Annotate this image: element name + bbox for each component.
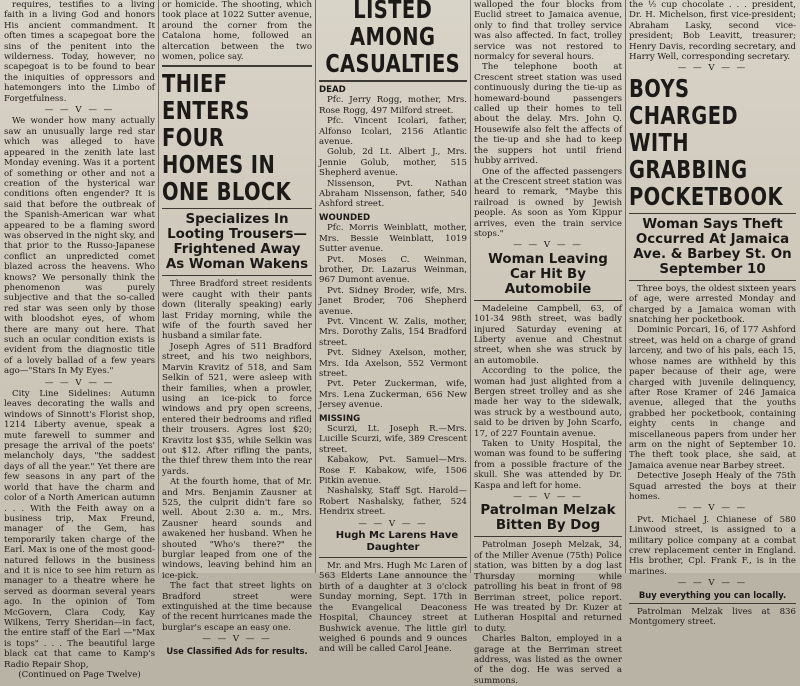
col1-red-star-article: We wonder how many actually saw an unusually large red star which was alleged to have appeared in the zenith late last Monday evening. Was it a portent of something or other and not a creation of the hysterical war conditions often engender? It is said that before the outbreak of the Spanish-American war what appeared to be a flaming sword was observed in the night sky, and that prior to the Russo-Japanese conflict an unpredicted comet blazed across the heavens. Who knows? We personally think the phenomenon was purely subjective and that the so-called red star was seen only by those with bloodshot eyes, of whom there are many out here. That such an ocular condition exists is evident from the diagnostic title of a lovely ballad of a few years ago—"Stars In My Eyes." [4, 116, 155, 377]
column-rule [625, 0, 626, 573]
divider [474, 536, 622, 537]
divider [162, 275, 312, 276]
col4-para-5: According to the police, the woman had just alighted from a Bergen street trolley and as she made her way to the sidewalk, was struck by a westbound auto, said to be driven by John Scarfo, 17, of 227 Fountain avenue. [474, 366, 622, 439]
col5-para-3: Detective Joseph Healy of the 75th Squad arrested the boys at their homes. [629, 471, 796, 502]
divider [629, 603, 796, 604]
col4-top-text: walloped the four blocks from Euclid street to Jamaica avenue, only to find that trolley service was also affected. In fact, trolley service was not restored to normalcy for several hours. [474, 0, 622, 63]
column-4 [474, 0, 622, 686]
casualty-entry: Pvt. Vincent W. Zalis, mother, Mrs. Dorothy Zalis, 154 Bradford street. [319, 316, 467, 348]
continued-note: (Continued on Page Twelve) [18, 670, 141, 680]
col5-top-text: the ½ cup chocolate . . . president, Dr. H. Michelson, first vice-president; Abraham Lasky, second vice-president; Bob Leavitt, treasurer; Henry Davis, recording secretary, and Harry Well, corresponding secretary. [629, 0, 796, 63]
casualty-entry: Pvt. Sidney Axelson, mother, Mrs. Ida Axelson, 552 Vermont street. [319, 348, 467, 379]
divider [629, 280, 796, 281]
headline-woman-hit-by-auto: Woman Leaving Car Hit By Automobile [488, 251, 608, 297]
wounded-label: WOUNDED [319, 212, 371, 223]
divider [319, 80, 467, 82]
deck-woman-says-theft: Woman Says Theft Occurred At Jamaica Ave. & Barbey St. On September 10 [633, 216, 792, 277]
column-3 [319, 0, 467, 655]
column-5 [629, 0, 796, 628]
casualty-entry: Pvt. Sidney Broder, wife, Mrs. Janet Broder, 706 Shepherd avenue. [319, 285, 467, 317]
column-rule [470, 0, 471, 573]
casualty-entry: Pvt. Moses C. Weinman, brother, Dr. Lazarus Weinman, 967 Dumont avenue. [319, 254, 467, 286]
separator: — — V — — [677, 578, 748, 589]
col1-city-line-article: City Line Sidelines: Autumn leaves decorating the walls and windows of Sinnott's Florist shop, 1214 Liberty avenue, speak a mute farewell to summer and presage the arrival of the poets' melancholy days, "the saddest days of all the year." Yet there are few seasons in any part of the world that have the charm and color of a North American autumn . . . With the Feith away on a business trip, Max Freund, manager of the Gem, has temporarily taken charge of the Earl. Max is one of the most good-natured fellows in the business and it is nice to see him return as manager to a theatre where he served as doorman several years ago. In the opinion of Tom McGovern, Clara Cody, Kay Wilkens, Terry Sheridan—in fact, the entire staff of the Earl —"Max is tops" . . . The beautiful large black cat that came to Kamp's Radio Repair Shop, [4, 389, 155, 670]
col4-para-3: One of the affected passengers at the Crescent street station was heard to remark, "Maybe this railroad is owned by Jewish people. As soon as Yom Kippur arrives, even the train service stops." [474, 166, 622, 239]
divider [162, 208, 312, 209]
divider [629, 213, 796, 214]
col4-para-6: Taken to Unity Hospital, the woman was found to be suffering from a possible fracture of the skull. She was attended by Dr. Kaspa and left for home. [474, 439, 622, 491]
casualty-entry: Pfc. Jerry Rogg, mother, Mrs. Rose Rogg, 497 Milford street. [319, 95, 467, 116]
column-1 [4, 0, 155, 680]
casualty-entry: Golub, 2d Lt. Albert J., Mrs. Jennie Golub, mother, 515 Shepherd avenue. [319, 147, 467, 179]
casualty-entry: Kabakow, Pvt. Samuel—Mrs. Rose F. Kabakow, wife, 1506 Pitkin avenue. [319, 455, 467, 487]
birth-announcement: Mr. and Mrs. Hugh Mc Laren of 563 Elderts Lane announce the birth of a daughter at 3 o'clock Sunday morning, Sept. 17th in the Evangelical Deaconess Hospital, Chauncey street at Bushwick avenue. The little girl weighed 6 pounds and 9 ounces and will be called Carol Jeane. [319, 561, 467, 655]
headline-boys-charged: BOYS CHARGED WITH GRABBING POCKETBOOK [629, 73, 783, 211]
col2-top-text: or homicide. The shooting, which took place at 1022 Sutter avenue, around the corner from the Catalona home, followed an altercation between the two women, police say. [162, 0, 312, 63]
casualty-entry: Pfc. Morris Weinblatt, mother, Mrs. Bessie Weinblatt, 1019 Sutter avenue. [319, 223, 467, 255]
headline-thief-enters: THIEF ENTERS FOUR HOMES IN ONE BLOCK [162, 69, 292, 207]
col2-para-1: Three Bradford street residents were caught with their pants down (literally speaking) early last Friday morning, while the wife of the fourth saved her husband a similar fate. [162, 279, 312, 342]
col5-para-4: Pvt. Michael J. Chianese of 580 Linwood street, is assigned to a military police company at a combat crew replacement center in England. His brother, Cpl. Frank F., is in the marines. [629, 514, 796, 577]
separator: — — V — — [677, 63, 748, 74]
col1-top-text: requires, testifies to a living faith in a living God and honors His ancient commandment. It often times a scapegoat bore the sins of the penitent into the wilderness. Today, however, no scapegoat is to be found to bear the iniquities of oppressors and hatemongers into the Limbo of Forgetfulness. [4, 0, 155, 104]
col4-para-2: The telephone booth at Crescent street station was used continuously during the tie-up as homeward-bound passengers called up their homes to tell about the delay. Mrs. John Q. Housewife also felt the affects of the tie-up and she had to keep the suppers hot until friend hubby arrived. [474, 62, 622, 167]
separator: — — V — — [44, 377, 115, 388]
casualty-entry: Nissenson, Pvt. Nathan Abraham Nissenson, father, 540 Ashford street. [319, 178, 467, 210]
missing-label: MISSING [319, 413, 361, 424]
headline-mc-larens-daughter: Hugh Mc Larens Have Daughter [335, 530, 459, 554]
col5-footer-note: Patrolman Melzak lives at 836 Montgomery street. [629, 607, 796, 628]
divider [319, 557, 467, 558]
buy-locally-slogan: Buy everything you can locally. [638, 589, 787, 600]
separator: — — V — — [44, 105, 115, 116]
col5-para-2: Dominic Porcari, 16, of 177 Ashford street, was held on a charge of grand larceny, and two of his pals, each 15, whose names are withheld by this paper because of their age, were charged with juvenile delinquency, after Rose Kramer of 246 Jamaica avenue, alleged that the youths grabbed her pocketbook, containing eighty cents in change and miscellaneous papers from under her arm on the night of September 10. The theft took place, she said, at Jamaica avenue near Barbey street. [629, 325, 796, 471]
separator: — — V — — [358, 518, 428, 529]
column-2 [162, 0, 312, 656]
deck-specializes-looting: Specializes In Looting Trousers— Frightened Away As Woman Wakens [165, 212, 309, 273]
divider [474, 300, 622, 301]
column-rule [158, 0, 159, 573]
headline-listed-among-casualties: LISTED AMONG CASUALTIES [325, 0, 461, 78]
divider [162, 65, 312, 67]
col2-para-3: At the fourth home, that of Mr. and Mrs. Benjamin Zausner at 525, the culprit didn't fare so well. About 2:30 a. m., Mrs. Zausner heard sounds and awakened her husband. When he shouted "Who's there?" the burglar leaped from one of the windows, leaving behind him an ice-pick. [162, 477, 312, 581]
casualty-entry: Pfc. Vincent Icolari, father, Alfonso Icolari, 2156 Atlantic avenue. [319, 116, 467, 148]
column-rule [315, 0, 316, 573]
separator: — — V — — [513, 240, 583, 251]
separator: — — V — — [513, 492, 583, 503]
casualty-entry: Scurzi, Lt. Joseph R.—Mrs. Lucille Scurzi, wife, 389 Crescent street. [319, 424, 467, 455]
dead-label: DEAD [319, 85, 346, 95]
classified-ads-promo: Use Classified Ads for results. [166, 645, 308, 656]
col5-para-1: Three boys, the oldest sixteen years of age, were arrested Monday and charged by a Jamaica woman with snatching her pocketbook. [629, 283, 796, 326]
casualty-entry: Nashalsky, Staff Sgt. Harold—Robert Nashalsky, father, 524 Hendrix street. [319, 486, 467, 518]
separator: — — V — — [202, 634, 272, 645]
headline-patrolman-bitten: Patrolman Melzak Bitten By Dog [480, 503, 616, 534]
col2-para-2: Joseph Agres of 511 Bradford street, and his two neighbors, Marvin Kravitz of 518, and Sam Selkin of 521, were asleep with their families, when a prowler, using an ice-pick to force windows and pry open screens, entered their bedrooms and rifled their trousers. Agres lost $20; Kravitz lost $35, while Selkin was out $12. After rifling the pants, the thief threw them into the rear yards. [162, 341, 312, 477]
col4-para-7: Patrolman Joseph Melzak, 34, of the Miller Avenue (75th) Police station, was bitten by a dog last Thursday morning while patrolling his beat in front of 98 Berriman street, police report. He was treated by Dr. Kuzer at Lutheran Hospital and returned to duty. [474, 540, 622, 634]
separator: — — V — — [677, 503, 748, 514]
col2-para-4: The fact that street lights on Bradford street were extinguished at the time because of the recent hurricanes made the burglar's escape an easy one. [162, 581, 312, 633]
col4-para-4: Madeleine Campbell, 63, of 101-34 98th street, was badly injured Saturday evening at Liberty avenue and Chestnut street, when she was struck by an automobile. [474, 303, 622, 366]
casualty-entry: Pvt. Peter Zuckerman, wife, Mrs. Lena Zuckerman, 656 New Jersey avenue. [319, 379, 467, 411]
col4-para-8: Charles Balton, employed in a garage at the Berriman street address, was listed as the owner of the dog. He was served a summons. [474, 634, 622, 686]
